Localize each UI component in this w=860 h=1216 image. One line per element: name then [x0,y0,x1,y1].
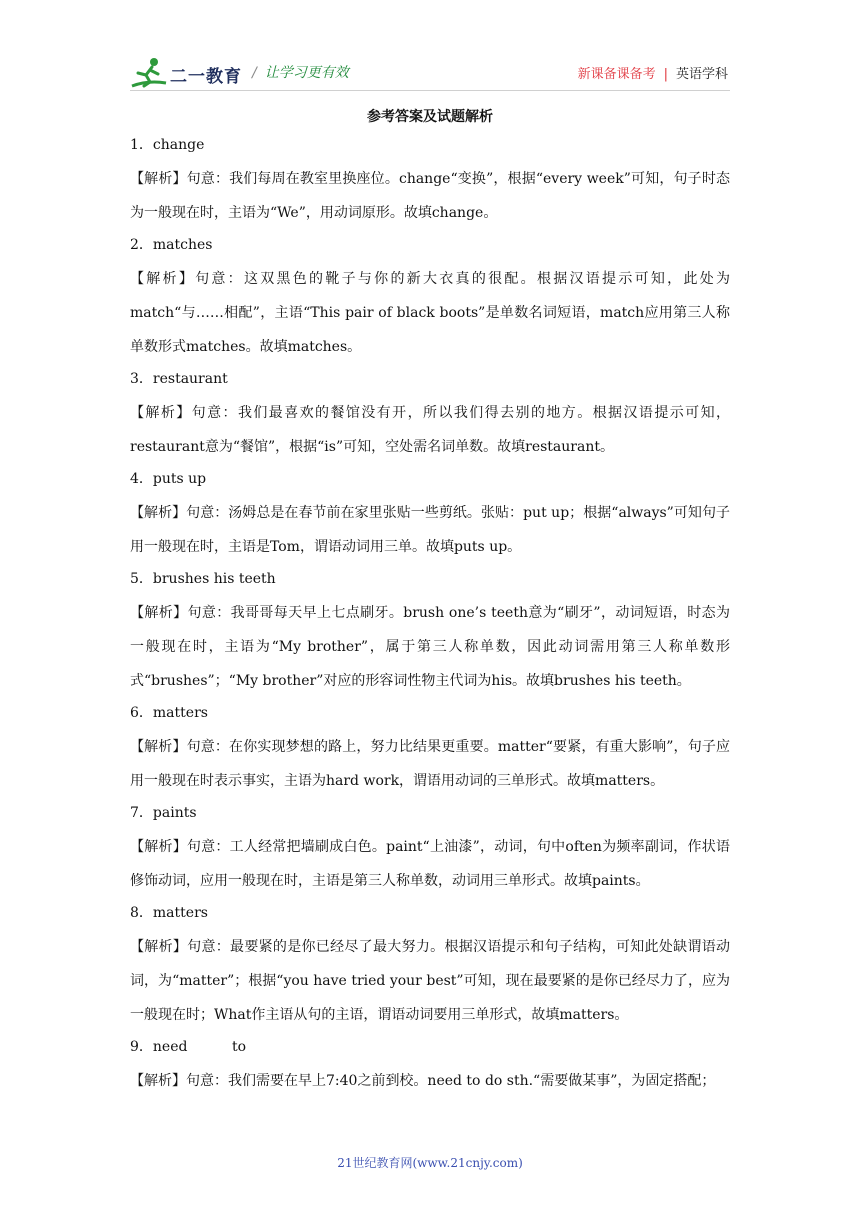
answer-item [130,802,730,898]
header-separator: | [663,67,668,82]
logo [130,56,242,90]
answer-text: 6．matters [130,705,208,721]
logo-text: 二一教育 [170,67,242,87]
header-course-label: 新课备课备考 [577,67,656,82]
answer-item [130,368,730,464]
answer-text: 1．change [130,137,205,153]
slogan-text: 让学习更有效 [264,65,349,81]
answer-text: 8．matters [130,905,208,921]
page-title: 参考答案及试题解析 [367,109,493,125]
answer-text: 4．puts up [130,471,207,487]
explanation-text: 【解析】句意：工人经常把墙刷成白色。paint“上油漆”，动词，句中often为频率副词，作状语修饰动词，应用一般现在时，主语是第三人称单数，动词用三单形式。故填paints。 [130,839,730,889]
answer-item [130,234,730,364]
explanation-text: 【解析】句意：我们每周在教室里换座位。change“变换”，根据“every week”可知，句子时态为一般现在时，主语为“We”，用动词原形。故填change。 [130,171,730,221]
answer-item [130,1036,730,1098]
slogan: / 让学习更有效 [252,65,349,81]
header-divider [130,90,730,91]
header-subject [578,63,728,82]
answer-item [130,702,730,798]
answer-item [130,134,730,230]
answer-text: 2．matches [130,237,213,253]
explanation-text: 【解析】句意：这双黑色的靴子与你的新大衣真的很配。根据汉语提示可知，此处为match“与……相配”，主语“This pair of black boots”是单数名词短语，match应用第三人称单数形式matches。故填matches。 [130,271,730,355]
explanation-text: 【解析】句意：最要紧的是你已经尽了最大努力。根据汉语提示和句子结构，可知此处缺谓语动词，为“matter”；根据“you have tried your best”可知，现在最要紧的是你已经尽力了，应为一般现在时；What作主语从句的主语，谓语动词要用三单形式，故填matters。 [130,939,730,1023]
answer-text: 7．paints [130,805,197,821]
explanation-text: 【解析】句意：我们最喜欢的餐馆没有开，所以我们得去别的地方。根据汉语提示可知，restaurant意为“餐馆”，根据“is”可知，空处需名词单数。故填restaurant。 [130,405,730,455]
answer-item [130,902,730,1032]
page-footer: 21世纪教育网(www.21cnjy.com) [337,1156,523,1170]
answer-list [130,134,730,1102]
answer-item [130,568,730,698]
answer-item [130,468,730,564]
answer-text: 9．need to [130,1039,247,1055]
explanation-text: 【解析】句意：我们需要在早上7:40之前到校。need to do sth.“需要做某事”，为固定搭配； [130,1073,716,1089]
explanation-text: 【解析】句意：汤姆总是在春节前在家里张贴一些剪纸。张贴：put up；根据“always”可知句子用一般现在时，主语是Tom，谓语动词用三单。故填puts up。 [130,505,730,555]
explanation-text: 【解析】句意：我哥哥每天早上七点刷牙。brush one’s teeth意为“刷牙”，动词短语，时态为一般现在时，主语为“My brother”，属于第三人称单数，因此动词需用第三人称单数形式“brushes”；“My brother”对应的形容词性物主代词为his。故填brushes his teeth。 [130,605,730,689]
explanation-text: 【解析】句意：在你实现梦想的路上，努力比结果更重要。matter“要紧，有重大影响”，句子应用一般现在时表示事实，主语为hard work，谓语用动词的三单形式。故填matters。 [130,739,730,789]
runner-logo-icon [130,56,170,90]
header-subject-label: 英语学科 [675,67,728,82]
page-header [130,56,730,90]
answer-text: 5．brushes his teeth [130,571,276,587]
answer-text: 3．restaurant [130,371,228,387]
